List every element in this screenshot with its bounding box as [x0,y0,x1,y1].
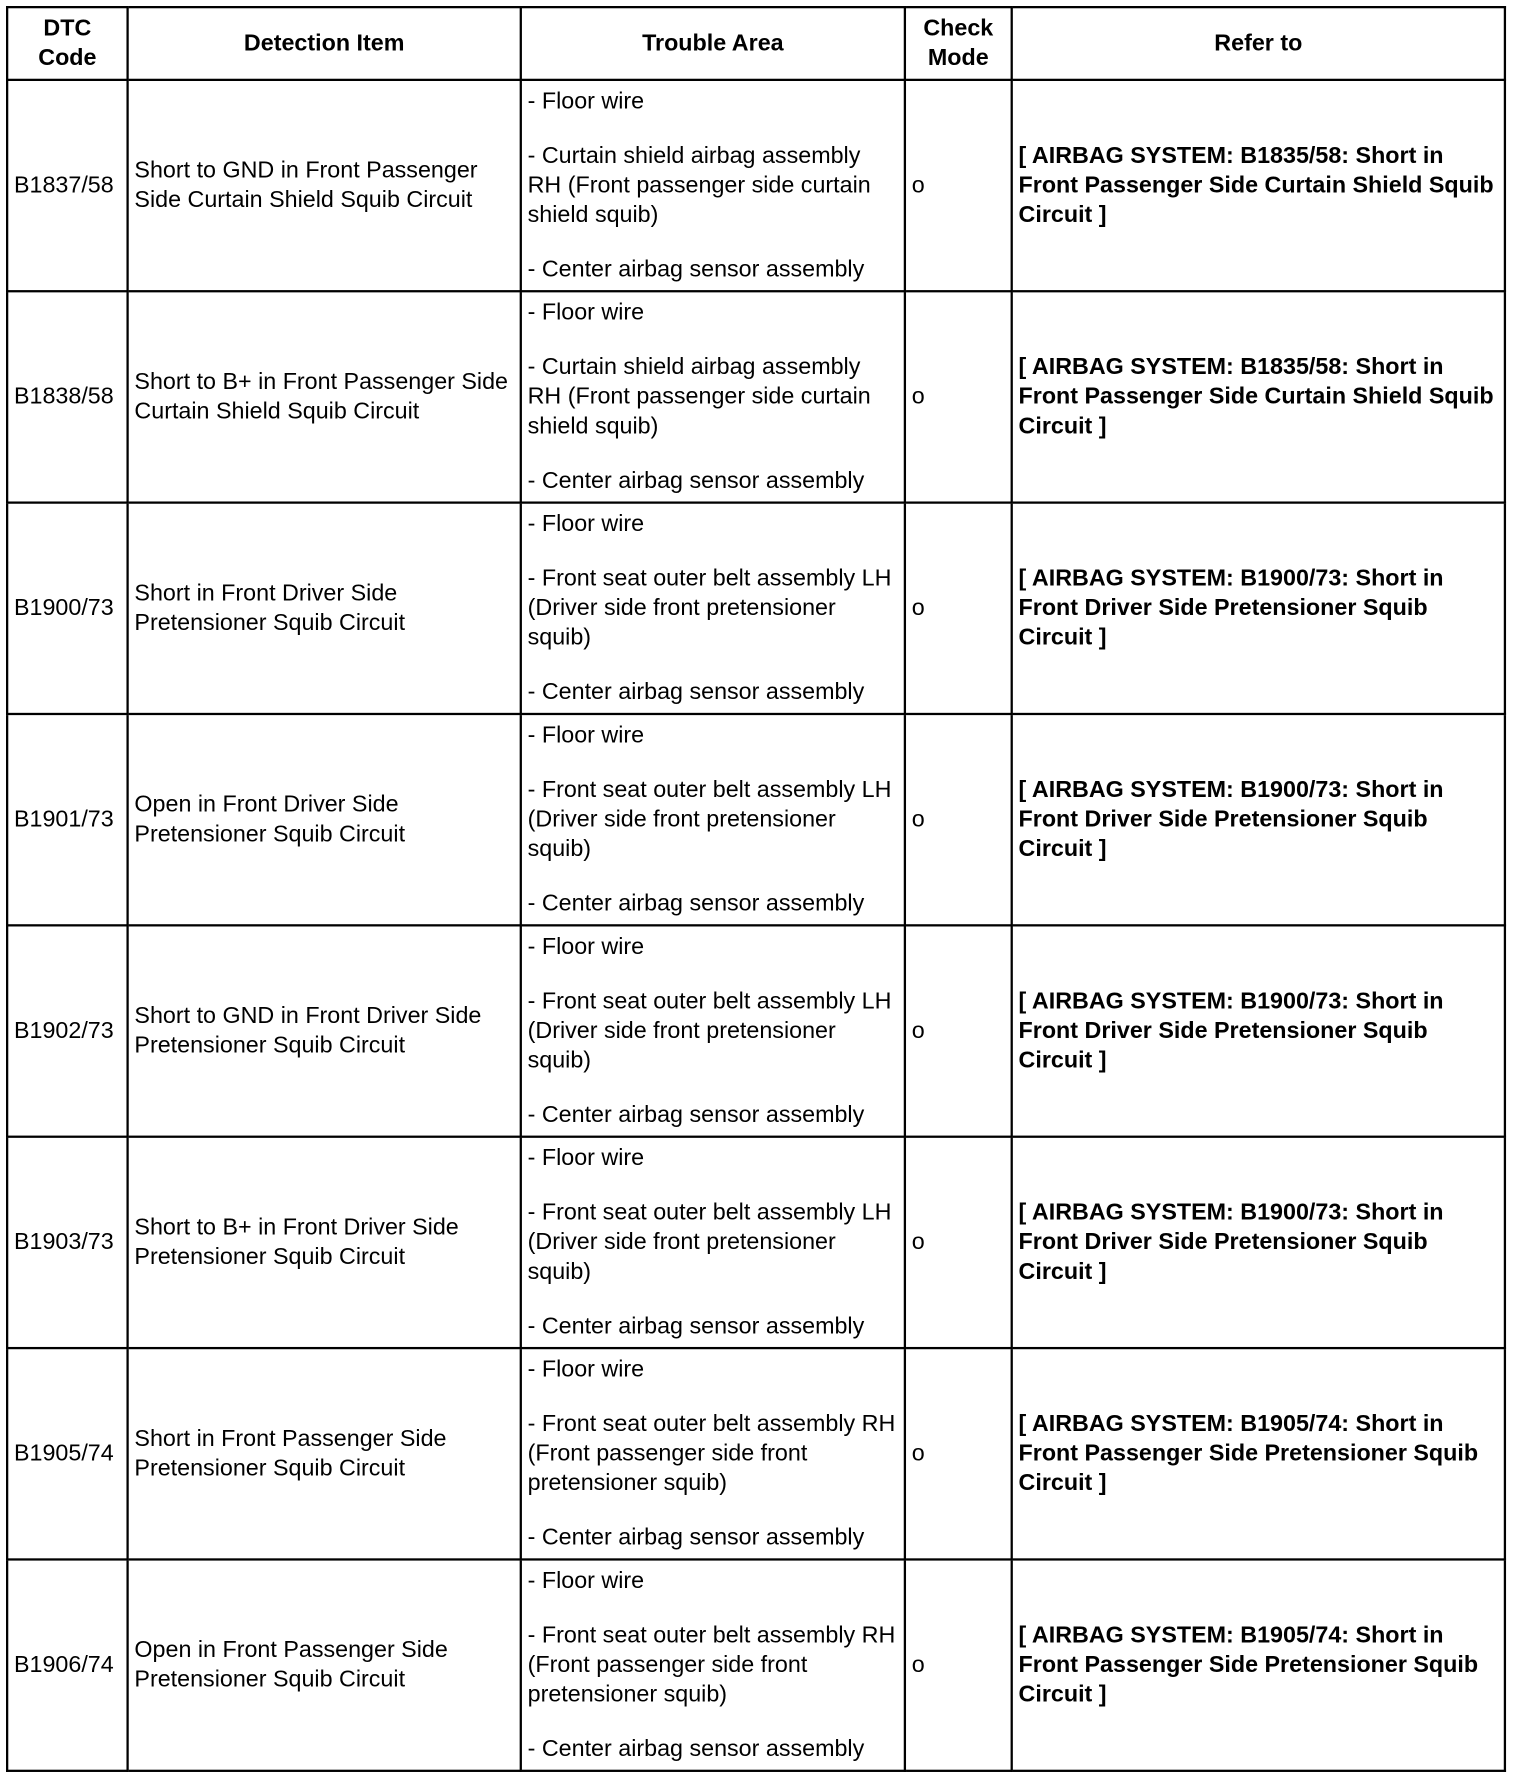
check-mode-cell: o [905,1348,1012,1559]
trouble-area-item: - Floor wire [527,721,645,749]
header-detection-item: Detection Item [128,7,521,80]
check-mode-cell: o [905,714,1012,925]
header-dtc-code: DTC Code [7,7,127,80]
trouble-area-item: - Floor wire [527,933,645,960]
header-check-mode: Check Mode [905,7,1012,80]
trouble-area-item: - Center airbag sensor assembly [527,1312,865,1339]
trouble-area-item: - Floor wire [527,510,645,537]
detection-item-cell: Open in Front Passenger Side Pretensioner Squib Circuit [128,1559,521,1770]
table-row [7,80,1505,291]
dtc-table [6,6,1506,1772]
trouble-area-item: - Center airbag sensor assembly [527,1735,865,1762]
trouble-area-cell [521,291,905,502]
trouble-area-item: - Front seat outer belt assembly LH (Driver side front pretensioner squib) [527,1199,892,1285]
trouble-area-cell [521,1559,905,1770]
table-row [7,503,1505,714]
dtc-code-cell: B1838/58 [7,291,127,502]
detection-item-cell: Short in Front Driver Side Pretensioner Squib Circuit [128,503,521,714]
trouble-area-item: - Front seat outer belt assembly RH (Front passenger side front pretensioner squib) [527,1621,896,1708]
refer-to-cell: [ AIRBAG SYSTEM: B1900/73: Short in Front Driver Side Pretensioner Squib Circuit ] [1012,925,1505,1136]
dtc-code-cell: B1906/74 [7,1559,127,1770]
dtc-code-cell: B1905/74 [7,1348,127,1559]
detection-item-cell: Short to B+ in Front Passenger Side Curtain Shield Squib Circuit [128,291,521,502]
check-mode-cell: o [905,1559,1012,1770]
detection-item-cell: Short to GND in Front Driver Side Pretensioner Squib Circuit [128,925,521,1136]
refer-to-cell: [ AIRBAG SYSTEM: B1835/58: Short in Front Passenger Side Curtain Shield Squib Circuit ] [1012,80,1505,291]
trouble-area-item: - Center airbag sensor assembly [527,256,865,283]
table-row [7,1348,1505,1559]
refer-to-cell: [ AIRBAG SYSTEM: B1900/73: Short in Front Driver Side Pretensioner Squib Circuit ] [1012,714,1505,925]
trouble-area-item: - Front seat outer belt assembly LH (Driver side front pretensioner squib) [527,565,892,651]
trouble-area-cell [521,925,905,1136]
header-trouble-area: Trouble Area [521,7,905,80]
table-row [7,714,1505,925]
trouble-area-item: - Center airbag sensor assembly [527,467,865,494]
trouble-area-item: - Curtain shield airbag assembly RH (Front passenger side curtain shield squib) [527,142,871,228]
trouble-area-item: - Floor wire [527,87,645,114]
refer-to-cell: [ AIRBAG SYSTEM: B1900/73: Short in Front Driver Side Pretensioner Squib Circuit ] [1012,1137,1505,1348]
check-mode-cell: o [905,925,1012,1136]
refer-to-cell: [ AIRBAG SYSTEM: B1905/74: Short in Front Passenger Side Pretensioner Squib Circuit ] [1012,1348,1505,1559]
header-row [7,7,1505,80]
detection-item-cell: Short to GND in Front Passenger Side Curtain Shield Squib Circuit [128,80,521,291]
trouble-area-item: - Front seat outer belt assembly RH (Front passenger side front pretensioner squib) [527,1410,896,1496]
trouble-area-item: - Center airbag sensor assembly [527,1524,865,1551]
table-row [7,1137,1505,1348]
check-mode-cell: o [905,80,1012,291]
detection-item-cell: Short in Front Passenger Side Pretensioner Squib Circuit [128,1348,521,1559]
trouble-area-item: - Center airbag sensor assembly [527,1101,865,1128]
dtc-code-cell: B1902/73 [7,925,127,1136]
table-row [7,1559,1505,1770]
trouble-area-item: - Floor wire [527,1356,645,1383]
table-row [7,925,1505,1136]
trouble-area-cell [521,503,905,714]
refer-to-cell: [ AIRBAG SYSTEM: B1900/73: Short in Front Driver Side Pretensioner Squib Circuit ] [1012,503,1505,714]
trouble-area-cell [521,80,905,291]
trouble-area-item: - Front seat outer belt assembly LH (Driver side front pretensioner squib) [527,987,892,1074]
detection-item-cell: Short to B+ in Front Driver Side Pretensioner Squib Circuit [128,1137,521,1348]
trouble-area-item: - Front seat outer belt assembly LH (Driver side front pretensioner squib) [527,776,892,862]
trouble-area-item: - Center airbag sensor assembly [527,678,865,705]
trouble-area-item: - Center airbag sensor assembly [527,890,865,917]
detection-item-cell: Open in Front Driver Side Pretensioner Squib Circuit [128,714,521,925]
dtc-code-cell: B1903/73 [7,1137,127,1348]
trouble-area-cell [521,714,905,925]
check-mode-cell: o [905,291,1012,502]
table-row [7,291,1505,502]
refer-to-cell: [ AIRBAG SYSTEM: B1905/74: Short in Front Passenger Side Pretensioner Squib Circuit ] [1012,1559,1505,1770]
check-mode-cell: o [905,503,1012,714]
dtc-code-cell: B1901/73 [7,714,127,925]
refer-to-cell: [ AIRBAG SYSTEM: B1835/58: Short in Front Passenger Side Curtain Shield Squib Circuit ] [1012,291,1505,502]
trouble-area-item: - Floor wire [527,299,645,326]
trouble-area-item: - Floor wire [527,1567,645,1594]
header-refer-to: Refer to [1012,7,1505,80]
trouble-area-item: - Floor wire [527,1144,645,1171]
trouble-area-cell [521,1137,905,1348]
dtc-code-cell: B1837/58 [7,80,127,291]
dtc-code-cell: B1900/73 [7,503,127,714]
trouble-area-item: - Curtain shield airbag assembly RH (Front passenger side curtain shield squib) [527,353,871,439]
check-mode-cell: o [905,1137,1012,1348]
trouble-area-cell [521,1348,905,1559]
